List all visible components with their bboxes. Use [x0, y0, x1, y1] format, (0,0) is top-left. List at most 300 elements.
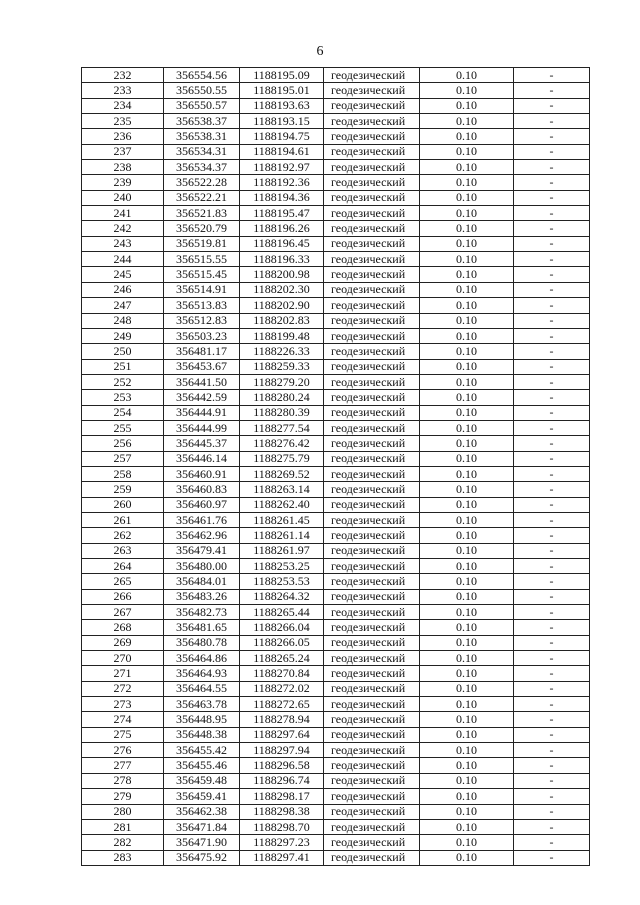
- point-number-cell: 283: [82, 850, 164, 865]
- x-coordinate-cell: 356444.91: [164, 405, 240, 420]
- point-number-cell: 249: [82, 328, 164, 343]
- point-number-cell: 263: [82, 543, 164, 558]
- table-row: [82, 252, 590, 267]
- accuracy-cell: 0.10: [420, 405, 514, 420]
- description-cell: -: [514, 528, 590, 543]
- accuracy-cell: 0.10: [420, 190, 514, 205]
- x-coordinate-cell: 356515.55: [164, 252, 240, 267]
- x-coordinate-cell: 356464.55: [164, 681, 240, 696]
- coordinates-table: [81, 67, 590, 866]
- y-coordinate-cell: 1188280.39: [240, 405, 324, 420]
- table-row: [82, 359, 590, 374]
- point-number-cell: 258: [82, 466, 164, 481]
- table-row: [82, 190, 590, 205]
- accuracy-cell: 0.10: [420, 313, 514, 328]
- method-cell: геодезический: [324, 651, 420, 666]
- accuracy-cell: 0.10: [420, 344, 514, 359]
- x-coordinate-cell: 356534.31: [164, 144, 240, 159]
- table-row: [82, 712, 590, 727]
- method-cell: геодезический: [324, 328, 420, 343]
- accuracy-cell: 0.10: [420, 390, 514, 405]
- point-number-cell: 245: [82, 267, 164, 282]
- y-coordinate-cell: 1188297.94: [240, 743, 324, 758]
- x-coordinate-cell: 356534.37: [164, 160, 240, 175]
- method-cell: геодезический: [324, 68, 420, 83]
- point-number-cell: 264: [82, 559, 164, 574]
- x-coordinate-cell: 356480.78: [164, 635, 240, 650]
- point-number-cell: 257: [82, 451, 164, 466]
- x-coordinate-cell: 356463.78: [164, 697, 240, 712]
- description-cell: -: [514, 497, 590, 512]
- accuracy-cell: 0.10: [420, 359, 514, 374]
- method-cell: геодезический: [324, 313, 420, 328]
- x-coordinate-cell: 356455.42: [164, 743, 240, 758]
- accuracy-cell: 0.10: [420, 206, 514, 221]
- method-cell: геодезический: [324, 206, 420, 221]
- method-cell: геодезический: [324, 390, 420, 405]
- y-coordinate-cell: 1188194.75: [240, 129, 324, 144]
- y-coordinate-cell: 1188192.36: [240, 175, 324, 190]
- description-cell: -: [514, 68, 590, 83]
- description-cell: -: [514, 635, 590, 650]
- table-row: [82, 451, 590, 466]
- y-coordinate-cell: 1188264.32: [240, 589, 324, 604]
- y-coordinate-cell: 1188253.25: [240, 559, 324, 574]
- y-coordinate-cell: 1188259.33: [240, 359, 324, 374]
- method-cell: геодезический: [324, 114, 420, 129]
- method-cell: геодезический: [324, 850, 420, 865]
- y-coordinate-cell: 1188202.30: [240, 282, 324, 297]
- description-cell: -: [514, 543, 590, 558]
- accuracy-cell: 0.10: [420, 144, 514, 159]
- method-cell: геодезический: [324, 789, 420, 804]
- method-cell: геодезический: [324, 466, 420, 481]
- point-number-cell: 262: [82, 528, 164, 543]
- description-cell: -: [514, 129, 590, 144]
- description-cell: -: [514, 681, 590, 696]
- accuracy-cell: 0.10: [420, 712, 514, 727]
- method-cell: геодезический: [324, 712, 420, 727]
- y-coordinate-cell: 1188270.84: [240, 666, 324, 681]
- y-coordinate-cell: 1188194.36: [240, 190, 324, 205]
- table-row: [82, 773, 590, 788]
- description-cell: -: [514, 482, 590, 497]
- method-cell: геодезический: [324, 436, 420, 451]
- method-cell: геодезический: [324, 666, 420, 681]
- y-coordinate-cell: 1188265.44: [240, 605, 324, 620]
- x-coordinate-cell: 356453.67: [164, 359, 240, 374]
- accuracy-cell: 0.10: [420, 666, 514, 681]
- table-row: [82, 405, 590, 420]
- point-number-cell: 237: [82, 144, 164, 159]
- y-coordinate-cell: 1188296.74: [240, 773, 324, 788]
- point-number-cell: 239: [82, 175, 164, 190]
- method-cell: геодезический: [324, 635, 420, 650]
- x-coordinate-cell: 356446.14: [164, 451, 240, 466]
- x-coordinate-cell: 356515.45: [164, 267, 240, 282]
- y-coordinate-cell: 1188199.48: [240, 328, 324, 343]
- x-coordinate-cell: 356550.57: [164, 98, 240, 113]
- accuracy-cell: 0.10: [420, 681, 514, 696]
- method-cell: геодезический: [324, 743, 420, 758]
- accuracy-cell: 0.10: [420, 466, 514, 481]
- x-coordinate-cell: 356519.81: [164, 236, 240, 251]
- y-coordinate-cell: 1188298.70: [240, 819, 324, 834]
- accuracy-cell: 0.10: [420, 789, 514, 804]
- accuracy-cell: 0.10: [420, 451, 514, 466]
- x-coordinate-cell: 356462.96: [164, 528, 240, 543]
- description-cell: -: [514, 559, 590, 574]
- accuracy-cell: 0.10: [420, 559, 514, 574]
- accuracy-cell: 0.10: [420, 605, 514, 620]
- method-cell: геодезический: [324, 298, 420, 313]
- point-number-cell: 282: [82, 835, 164, 850]
- x-coordinate-cell: 356461.76: [164, 512, 240, 527]
- point-number-cell: 240: [82, 190, 164, 205]
- table-row: [82, 114, 590, 129]
- point-number-cell: 255: [82, 420, 164, 435]
- method-cell: геодезический: [324, 559, 420, 574]
- table-row: [82, 466, 590, 481]
- description-cell: -: [514, 743, 590, 758]
- table-row: [82, 282, 590, 297]
- point-number-cell: 266: [82, 589, 164, 604]
- description-cell: -: [514, 405, 590, 420]
- y-coordinate-cell: 1188200.98: [240, 267, 324, 282]
- accuracy-cell: 0.10: [420, 175, 514, 190]
- y-coordinate-cell: 1188193.15: [240, 114, 324, 129]
- method-cell: геодезический: [324, 758, 420, 773]
- x-coordinate-cell: 356444.99: [164, 420, 240, 435]
- description-cell: -: [514, 850, 590, 865]
- table-row: [82, 144, 590, 159]
- accuracy-cell: 0.10: [420, 635, 514, 650]
- table-row: [82, 98, 590, 113]
- point-number-cell: 270: [82, 651, 164, 666]
- description-cell: -: [514, 666, 590, 681]
- point-number-cell: 273: [82, 697, 164, 712]
- point-number-cell: 242: [82, 221, 164, 236]
- x-coordinate-cell: 356550.55: [164, 83, 240, 98]
- accuracy-cell: 0.10: [420, 160, 514, 175]
- description-cell: -: [514, 328, 590, 343]
- accuracy-cell: 0.10: [420, 773, 514, 788]
- table-row: [82, 512, 590, 527]
- y-coordinate-cell: 1188253.53: [240, 574, 324, 589]
- x-coordinate-cell: 356513.83: [164, 298, 240, 313]
- point-number-cell: 244: [82, 252, 164, 267]
- point-number-cell: 250: [82, 344, 164, 359]
- table-row: [82, 543, 590, 558]
- point-number-cell: 236: [82, 129, 164, 144]
- description-cell: -: [514, 605, 590, 620]
- point-number-cell: 241: [82, 206, 164, 221]
- method-cell: геодезический: [324, 804, 420, 819]
- y-coordinate-cell: 1188298.17: [240, 789, 324, 804]
- y-coordinate-cell: 1188196.45: [240, 236, 324, 251]
- method-cell: геодезический: [324, 359, 420, 374]
- x-coordinate-cell: 356481.65: [164, 620, 240, 635]
- y-coordinate-cell: 1188202.90: [240, 298, 324, 313]
- description-cell: -: [514, 620, 590, 635]
- accuracy-cell: 0.10: [420, 436, 514, 451]
- method-cell: геодезический: [324, 773, 420, 788]
- accuracy-cell: 0.10: [420, 129, 514, 144]
- y-coordinate-cell: 1188280.24: [240, 390, 324, 405]
- table-row: [82, 221, 590, 236]
- x-coordinate-cell: 356459.48: [164, 773, 240, 788]
- x-coordinate-cell: 356445.37: [164, 436, 240, 451]
- accuracy-cell: 0.10: [420, 68, 514, 83]
- x-coordinate-cell: 356521.83: [164, 206, 240, 221]
- description-cell: -: [514, 236, 590, 251]
- table-row: [82, 666, 590, 681]
- table-row: [82, 758, 590, 773]
- point-number-cell: 233: [82, 83, 164, 98]
- accuracy-cell: 0.10: [420, 651, 514, 666]
- y-coordinate-cell: 1188297.23: [240, 835, 324, 850]
- table-row: [82, 436, 590, 451]
- point-number-cell: 253: [82, 390, 164, 405]
- accuracy-cell: 0.10: [420, 236, 514, 251]
- x-coordinate-cell: 356480.00: [164, 559, 240, 574]
- table-row: [82, 620, 590, 635]
- x-coordinate-cell: 356460.91: [164, 466, 240, 481]
- table-row: [82, 313, 590, 328]
- accuracy-cell: 0.10: [420, 819, 514, 834]
- method-cell: геодезический: [324, 405, 420, 420]
- method-cell: геодезический: [324, 528, 420, 543]
- point-number-cell: 268: [82, 620, 164, 635]
- y-coordinate-cell: 1188298.38: [240, 804, 324, 819]
- accuracy-cell: 0.10: [420, 743, 514, 758]
- y-coordinate-cell: 1188194.61: [240, 144, 324, 159]
- method-cell: геодезический: [324, 497, 420, 512]
- point-number-cell: 256: [82, 436, 164, 451]
- method-cell: геодезический: [324, 160, 420, 175]
- y-coordinate-cell: 1188202.83: [240, 313, 324, 328]
- point-number-cell: 235: [82, 114, 164, 129]
- accuracy-cell: 0.10: [420, 697, 514, 712]
- method-cell: геодезический: [324, 344, 420, 359]
- y-coordinate-cell: 1188261.14: [240, 528, 324, 543]
- x-coordinate-cell: 356503.23: [164, 328, 240, 343]
- description-cell: -: [514, 282, 590, 297]
- method-cell: геодезический: [324, 819, 420, 834]
- accuracy-cell: 0.10: [420, 252, 514, 267]
- y-coordinate-cell: 1188196.33: [240, 252, 324, 267]
- point-number-cell: 279: [82, 789, 164, 804]
- x-coordinate-cell: 356464.86: [164, 651, 240, 666]
- table-row: [82, 175, 590, 190]
- y-coordinate-cell: 1188263.14: [240, 482, 324, 497]
- point-number-cell: 278: [82, 773, 164, 788]
- table-row: [82, 528, 590, 543]
- table-row: [82, 574, 590, 589]
- y-coordinate-cell: 1188195.09: [240, 68, 324, 83]
- point-number-cell: 234: [82, 98, 164, 113]
- method-cell: геодезический: [324, 175, 420, 190]
- description-cell: -: [514, 712, 590, 727]
- description-cell: -: [514, 160, 590, 175]
- accuracy-cell: 0.10: [420, 114, 514, 129]
- point-number-cell: 248: [82, 313, 164, 328]
- method-cell: геодезический: [324, 98, 420, 113]
- method-cell: геодезический: [324, 681, 420, 696]
- method-cell: геодезический: [324, 221, 420, 236]
- method-cell: геодезический: [324, 451, 420, 466]
- method-cell: геодезический: [324, 482, 420, 497]
- accuracy-cell: 0.10: [420, 267, 514, 282]
- x-coordinate-cell: 356471.84: [164, 819, 240, 834]
- point-number-cell: 277: [82, 758, 164, 773]
- method-cell: геодезический: [324, 727, 420, 742]
- point-number-cell: 246: [82, 282, 164, 297]
- accuracy-cell: 0.10: [420, 804, 514, 819]
- table-row: [82, 589, 590, 604]
- x-coordinate-cell: 356520.79: [164, 221, 240, 236]
- table-row: [82, 420, 590, 435]
- table-row: [82, 206, 590, 221]
- point-number-cell: 260: [82, 497, 164, 512]
- method-cell: геодезический: [324, 835, 420, 850]
- y-coordinate-cell: 1188272.65: [240, 697, 324, 712]
- table-row: [82, 160, 590, 175]
- point-number-cell: 254: [82, 405, 164, 420]
- point-number-cell: 252: [82, 374, 164, 389]
- method-cell: геодезический: [324, 620, 420, 635]
- x-coordinate-cell: 356459.41: [164, 789, 240, 804]
- point-number-cell: 259: [82, 482, 164, 497]
- table-row: [82, 298, 590, 313]
- description-cell: -: [514, 420, 590, 435]
- accuracy-cell: 0.10: [420, 98, 514, 113]
- description-cell: -: [514, 359, 590, 374]
- point-number-cell: 267: [82, 605, 164, 620]
- method-cell: геодезический: [324, 574, 420, 589]
- x-coordinate-cell: 356475.92: [164, 850, 240, 865]
- point-number-cell: 238: [82, 160, 164, 175]
- table-row: [82, 236, 590, 251]
- x-coordinate-cell: 356464.93: [164, 666, 240, 681]
- description-cell: -: [514, 221, 590, 236]
- y-coordinate-cell: 1188192.97: [240, 160, 324, 175]
- method-cell: геодезический: [324, 144, 420, 159]
- description-cell: -: [514, 651, 590, 666]
- table-row: [82, 129, 590, 144]
- table-row: [82, 727, 590, 742]
- table-row: [82, 328, 590, 343]
- method-cell: геодезический: [324, 697, 420, 712]
- x-coordinate-cell: 356481.17: [164, 344, 240, 359]
- x-coordinate-cell: 356455.46: [164, 758, 240, 773]
- y-coordinate-cell: 1188269.52: [240, 466, 324, 481]
- accuracy-cell: 0.10: [420, 420, 514, 435]
- table-row: [82, 850, 590, 865]
- accuracy-cell: 0.10: [420, 528, 514, 543]
- x-coordinate-cell: 356482.73: [164, 605, 240, 620]
- accuracy-cell: 0.10: [420, 727, 514, 742]
- accuracy-cell: 0.10: [420, 83, 514, 98]
- point-number-cell: 275: [82, 727, 164, 742]
- point-number-cell: 243: [82, 236, 164, 251]
- x-coordinate-cell: 356538.31: [164, 129, 240, 144]
- y-coordinate-cell: 1188262.40: [240, 497, 324, 512]
- x-coordinate-cell: 356479.41: [164, 543, 240, 558]
- accuracy-cell: 0.10: [420, 758, 514, 773]
- y-coordinate-cell: 1188193.63: [240, 98, 324, 113]
- description-cell: -: [514, 374, 590, 389]
- x-coordinate-cell: 356512.83: [164, 313, 240, 328]
- method-cell: геодезический: [324, 190, 420, 205]
- x-coordinate-cell: 356460.97: [164, 497, 240, 512]
- point-number-cell: 281: [82, 819, 164, 834]
- description-cell: -: [514, 390, 590, 405]
- point-number-cell: 251: [82, 359, 164, 374]
- y-coordinate-cell: 1188279.20: [240, 374, 324, 389]
- description-cell: -: [514, 252, 590, 267]
- table-row: [82, 651, 590, 666]
- description-cell: -: [514, 451, 590, 466]
- point-number-cell: 274: [82, 712, 164, 727]
- description-cell: -: [514, 789, 590, 804]
- accuracy-cell: 0.10: [420, 835, 514, 850]
- description-cell: -: [514, 98, 590, 113]
- y-coordinate-cell: 1188297.41: [240, 850, 324, 865]
- x-coordinate-cell: 356484.01: [164, 574, 240, 589]
- table-row: [82, 681, 590, 696]
- accuracy-cell: 0.10: [420, 328, 514, 343]
- y-coordinate-cell: 1188265.24: [240, 651, 324, 666]
- coordinates-table-body: [82, 68, 590, 866]
- y-coordinate-cell: 1188278.94: [240, 712, 324, 727]
- x-coordinate-cell: 356514.91: [164, 282, 240, 297]
- method-cell: геодезический: [324, 282, 420, 297]
- method-cell: геодезический: [324, 83, 420, 98]
- table-row: [82, 482, 590, 497]
- table-row: [82, 559, 590, 574]
- method-cell: геодезический: [324, 267, 420, 282]
- description-cell: -: [514, 466, 590, 481]
- accuracy-cell: 0.10: [420, 543, 514, 558]
- method-cell: геодезический: [324, 605, 420, 620]
- description-cell: -: [514, 574, 590, 589]
- method-cell: геодезический: [324, 512, 420, 527]
- point-number-cell: 276: [82, 743, 164, 758]
- accuracy-cell: 0.10: [420, 482, 514, 497]
- table-row: [82, 344, 590, 359]
- description-cell: -: [514, 175, 590, 190]
- description-cell: -: [514, 298, 590, 313]
- table-row: [82, 374, 590, 389]
- description-cell: -: [514, 773, 590, 788]
- table-row: [82, 743, 590, 758]
- accuracy-cell: 0.10: [420, 374, 514, 389]
- description-cell: -: [514, 512, 590, 527]
- description-cell: -: [514, 83, 590, 98]
- description-cell: -: [514, 267, 590, 282]
- method-cell: геодезический: [324, 589, 420, 604]
- description-cell: -: [514, 835, 590, 850]
- point-number-cell: 272: [82, 681, 164, 696]
- description-cell: -: [514, 727, 590, 742]
- x-coordinate-cell: 356554.56: [164, 68, 240, 83]
- table-row: [82, 68, 590, 83]
- table-row: [82, 635, 590, 650]
- table-row: [82, 835, 590, 850]
- y-coordinate-cell: 1188195.47: [240, 206, 324, 221]
- table-row: [82, 697, 590, 712]
